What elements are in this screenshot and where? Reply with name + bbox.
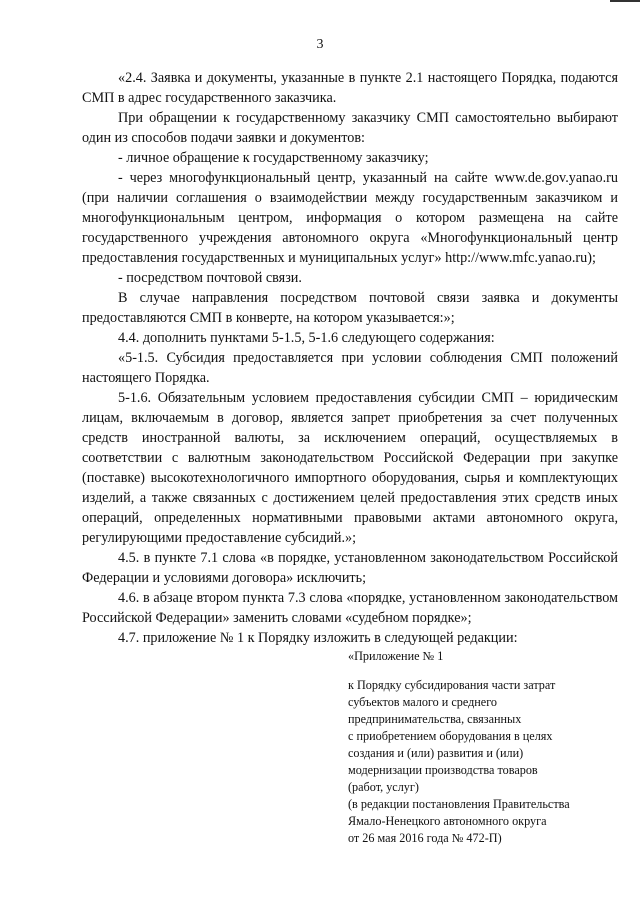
appendix-line: от 26 мая 2016 года № 472-П) bbox=[348, 831, 502, 845]
appendix-line: с приобретением оборудования в целях bbox=[348, 729, 553, 743]
paragraph: - личное обращение к государственному заказчику; bbox=[118, 150, 429, 166]
appendix-line: (работ, услуг) bbox=[348, 780, 419, 794]
paragraph: - посредством почтовой связи. bbox=[118, 270, 302, 286]
paragraph: В случае направления посредством почтовой связи заявка и документы предоставляются СМП в конверте, на котором указывается:»; bbox=[82, 290, 618, 326]
appendix-line: модернизации производства товаров bbox=[348, 763, 538, 777]
appendix-line: субъектов малого и среднего bbox=[348, 695, 498, 709]
appendix-line: создания и (или) развития и (или) bbox=[348, 746, 524, 760]
paragraph: «2.4. Заявка и документы, указанные в пункте 2.1 настоящего Порядка, подаются СМП в адрес государственного заказчика. bbox=[82, 70, 618, 106]
appendix-line: к Порядку субсидирования части затрат bbox=[348, 678, 556, 692]
paragraph: 4.5. в пункте 7.1 слова «в порядке, установленном законодательством Российской Федерации и условиями договора» исключить; bbox=[82, 550, 618, 586]
paragraph: 4.7. приложение № 1 к Порядку изложить в следующей редакции: bbox=[118, 630, 518, 646]
paragraph: 4.6. в абзаце втором пункта 7.3 слова «порядке, установленном законодательством Российской Федерации» заменить словами «судебном порядке»; bbox=[82, 590, 618, 626]
page-number: 3 bbox=[316, 37, 324, 52]
paragraph: 4.4. дополнить пунктами 5-1.5, 5-1.6 следующего содержания: bbox=[118, 330, 495, 346]
paragraph: «5-1.5. Субсидия предоставляется при условии соблюдения СМП положений настоящего Порядка. bbox=[82, 350, 618, 386]
paragraph: При обращении к государственному заказчику СМП самостоятельно выбирают один из способов подачи заявки и документов: bbox=[82, 110, 618, 146]
appendix-line: Ямало-Ненецкого автономного округа bbox=[348, 814, 547, 828]
paragraph: - через многофункциональный центр, указанный на сайте www.de.gov.yanao.ru (при наличии соглашения о взаимодействии между государственным заказчиком и многофункциональным центром, информация о котором размещена на сайте государственного учреждения автономного округа «Многофункциональный центр предоставления государственных и муниципальных услуг» http://www.mfc.yanao.ru); bbox=[82, 170, 618, 266]
appendix-line: предпринимательства, связанных bbox=[348, 712, 522, 726]
top-rule bbox=[610, 0, 640, 2]
document-body bbox=[82, 68, 618, 648]
paragraph: 5-1.6. Обязательным условием предоставления субсидии СМП – юридическим лицам, включаемым в договор, является запрет приобретения за счет полученных средств иностранной валюты, за исключением операций, осуществляемых в соответствии с валютным законодательством Российской Федерации при закупке (поставке) высокотехнологичного импортного оборудования, сырья и комплектующих изделий, а также связанных с достижением целей предоставления этих средств иных операций, определенных нормативными правовыми актами автономного округа, регулирующими предоставление субсидий.»; bbox=[82, 390, 618, 546]
appendix-block bbox=[348, 648, 618, 847]
appendix-line: (в редакции постановления Правительства bbox=[348, 797, 570, 811]
appendix-title: «Приложение № 1 bbox=[348, 649, 444, 663]
